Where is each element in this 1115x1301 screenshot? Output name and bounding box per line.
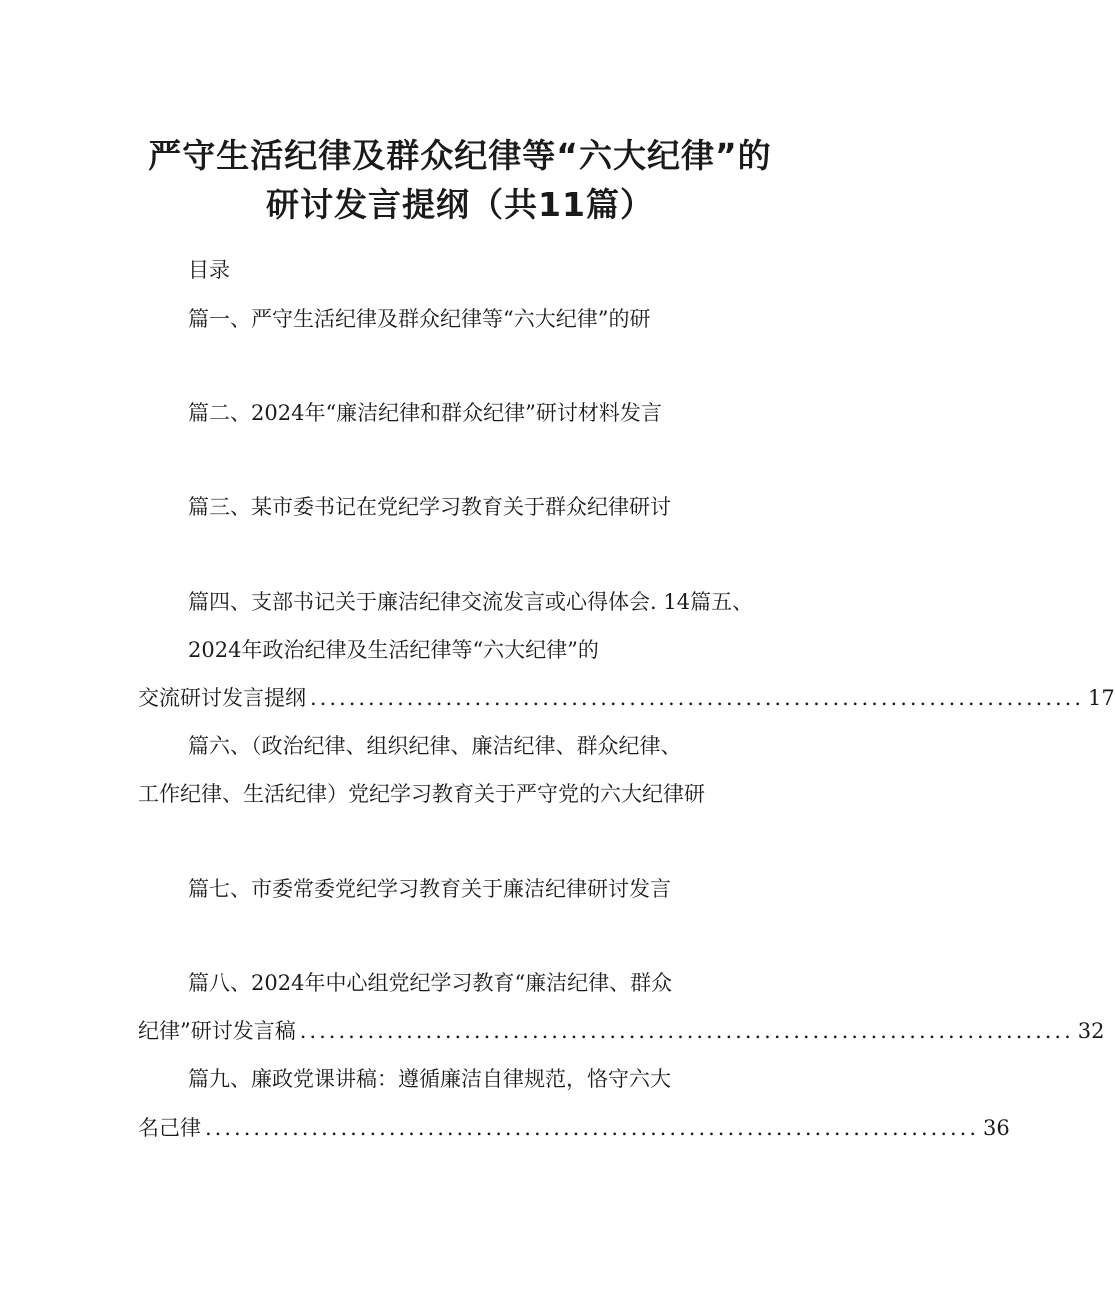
toc-entry-9-page: 36	[983, 1116, 1010, 1140]
toc-entry-1[interactable]: 篇一、严守生活纪律及群众纪律等“六大纪律”的研	[188, 307, 651, 331]
document-title-line-1: 严守生活纪律及群众纪律等“六大纪律”的	[148, 136, 772, 175]
toc-entry-8-line-1[interactable]: 篇八、2024年中心组党纪学习教育“廉洁纪律、群众	[188, 971, 673, 995]
toc-entry-6-line-1[interactable]: 篇六、（政治纪律、组织纪律、廉洁纪律、群众纪律、	[188, 734, 682, 758]
toc-entry-5-text: 交流研讨发言提纲	[138, 686, 306, 710]
toc-entry-7[interactable]: 篇七、市委常委党纪学习教育关于廉洁纪律研讨发言	[188, 877, 671, 901]
toc-entry-8-page: 32	[1077, 1019, 1105, 1043]
toc-entry-9-line-2[interactable]	[138, 1113, 1010, 1143]
toc-entry-5-line-1[interactable]: 2024年政治纪律及生活纪律等“六大纪律”的	[188, 638, 599, 662]
document-title-line-2: 研讨发言提纲（共11篇）	[266, 185, 654, 224]
dot-leader: ................................................................................	[299, 1019, 1074, 1043]
toc-entry-5-page: 17	[1088, 686, 1115, 710]
toc-entry-9-text: 名己律	[138, 1116, 201, 1140]
toc-entry-3[interactable]: 篇三、某市委书记在党纪学习教育关于群众纪律研讨	[188, 495, 671, 519]
toc-entry-8-line-2[interactable]	[138, 1016, 1105, 1046]
toc-entry-8-text: 纪律”研讨发言稿	[138, 1019, 296, 1043]
toc-entry-2[interactable]: 篇二、2024年“廉洁纪律和群众纪律”研讨材料发言	[188, 401, 662, 425]
toc-heading: 目录	[188, 258, 230, 282]
toc-entry-4-line-1[interactable]: 篇四、支部书记关于廉洁纪律交流发言或心得体会. 14篇五、	[188, 590, 754, 614]
dot-leader: ................................................................................	[205, 1116, 980, 1140]
toc-entry-5-line-2[interactable]	[138, 683, 1115, 713]
dot-leader: ................................................................................	[310, 686, 1085, 710]
toc-entry-9-line-1[interactable]: 篇九、廉政党课讲稿：遵循廉洁自律规范，恪守六大	[188, 1067, 671, 1091]
toc-entry-6-line-2[interactable]: 工作纪律、生活纪律）党纪学习教育关于严守党的六大纪律研	[138, 782, 705, 806]
